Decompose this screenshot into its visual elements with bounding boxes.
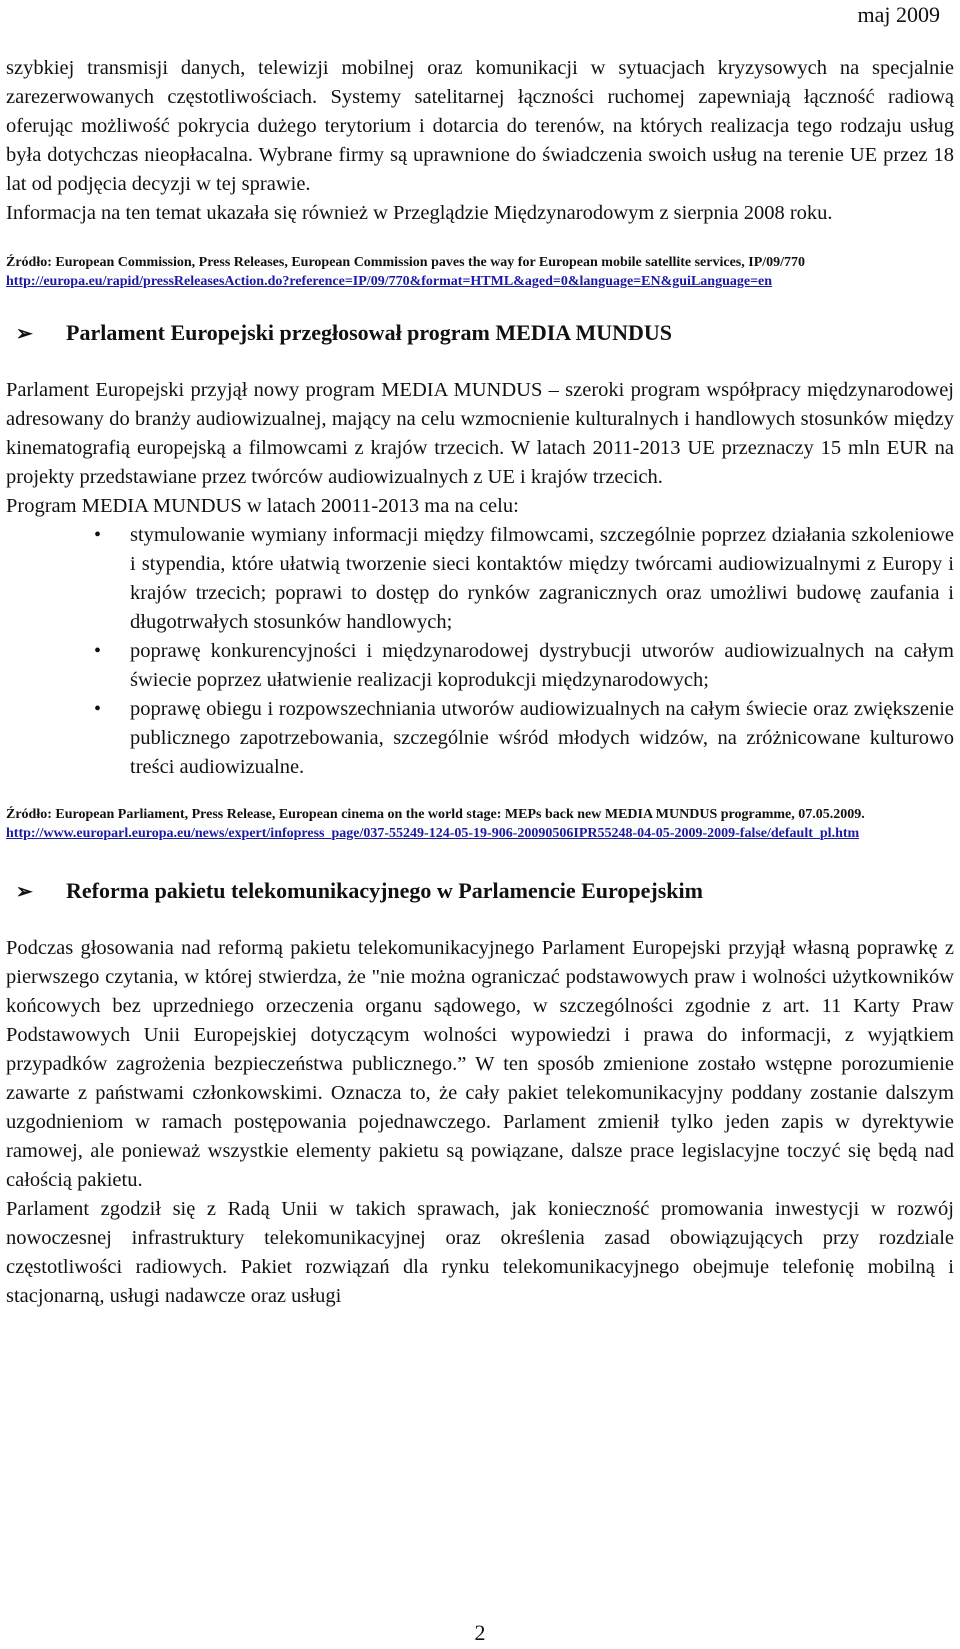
telecom-paragraph-1: Podczas głosowania nad reformą pakietu telekomunikacyjnego Parlament Europejski przyjął własną poprawkę z pierwszego czytania, w której stwierdza, że "nie można ograniczać podstawowych praw i wolności użytkowników końcowych bez uprzedniego orzeczenia organu sądowego, w szczególności zgodnie z art. 11 Karty Praw Podstawowych Unii Europejskiej dotyczącym wolności wypowiedzi i prawa do informacji, z wyjątkiem przypadków zagrożenia bezpieczeństwa publicznego.” W ten sposób zmienione zostało wstępne porozumienie zawarte z państwami członkowskimi. Oznacza to, że cały pakiet telekomunikacyjny poddany zostanie dalszym uzgodnieniom w ramach postępowania pojednawczego. Parlament zmienił tylko jeden zapis w dyrektywie ramowej, ale ponieważ wszystkie elementy pakietu są powiązane, dalsze prace legislacyjne toczyć się będą nad całością pakietu. — [6, 937, 954, 1191]
list-item — [6, 637, 954, 695]
intro-paragraph: szybkiej transmisji danych, telewizji mobilnej oraz komunikacji w sytuacjach kryzysowych na specjalnie zarezerwowanych częstotliwościach. Systemy satelitarnej łączności ruchomej zapewniają łączność radiową oferując możliwość pokrycia dużego terytorium i dotarcia do terenów, na których realizacja tego rodzaju usług była dotychczas nieopłacalna. Wybrane firmy są uprawnione do świadczenia swoich usług na terenie UE przez 18 lat od podjęcia decyzji w tej sprawie. — [6, 57, 954, 195]
section-heading-media-mundus — [6, 319, 954, 348]
page-content — [6, 54, 954, 1311]
page-number: 2 — [474, 1620, 486, 1645]
section-title: Reforma pakietu telekomunikacyjnego w Parlamencie Europejskim — [66, 878, 703, 903]
media-mundus-source: Źródło: European Parliament, Press Release, European cinema on the world stage: MEPs back new MEDIA MUNDUS programme, 07.05.2009. — [6, 807, 865, 822]
intro-note: Informacja na ten temat ukazała się również w Przeglądzie Międzynarodowym z sierpnia 2008 roku. — [6, 202, 833, 224]
section-title: Parlament Europejski przegłosował program MEDIA MUNDUS — [66, 320, 672, 345]
list-item — [6, 695, 954, 782]
arrow-bullet-icon: ➢ — [16, 881, 33, 903]
list-item — [6, 521, 954, 637]
list-item-text: poprawę konkurencyjności i międzynarodowej dystrybucji utworów audiowizualnych na całym świecie poprzez ułatwienie realizacji koprodukcji międzynarodowych; — [130, 640, 954, 691]
media-mundus-goals-intro: Program MEDIA MUNDUS w latach 20011-2013 ma na celu: — [6, 495, 519, 517]
arrow-bullet-icon: ➢ — [16, 323, 33, 345]
goals-list — [6, 521, 954, 782]
header-date: maj 2009 — [857, 2, 940, 27]
media-mundus-source-link[interactable]: http://www.europarl.europa.eu/news/expert/infopress_page/037-55249-124-05-19-906-20090506IPR55248-04-05-2009-2009-false/default_pl.htm — [6, 826, 860, 841]
bullet-dot-icon: • — [94, 640, 102, 662]
list-item-text: poprawę obiegu i rozpowszechniania utworów audiowizualnych na całym świecie oraz zwiększenie publicznego zapotrzebowania, szczególnie wśród młodych widzów, na zróżnicowane kulturowo treści audiowizualne. — [130, 698, 954, 778]
intro-source-link[interactable]: http://europa.eu/rapid/pressReleasesAction.do?reference=IP/09/770&format=HTML&aged=0&language=EN&guiLanguage=en — [6, 274, 773, 289]
bullet-dot-icon: • — [94, 524, 102, 546]
section-heading-telecom-reform — [6, 877, 954, 906]
media-mundus-paragraph: Parlament Europejski przyjął nowy program MEDIA MUNDUS – szeroki program współpracy międzynarodowej adresowany do branży audiowizualnej, mający na celu wzmocnienie kulturalnych i handlowych stosunków między kinematografią europejską a filmowcami z krajów trzecich. W latach 2011-2013 UE przeznaczy 15 mln EUR na projekty przedstawiane przez twórców audiowizualnych z UE i krajów trzecich. — [6, 379, 954, 488]
telecom-paragraph-2: Parlament zgodził się z Radą Unii w takich sprawach, jak konieczność promowania inwestycji w rozwój nowoczesnej infrastruktury telekomunikacyjnej oraz określenia zasad obowiązujących przy rozdziale częstotliwości radiowych. Pakiet rozwiązań dla rynku telekomunikacyjnego obejmuje telefonię mobilną i stacjonarną, usługi nadawcze oraz usługi — [6, 1198, 954, 1307]
list-item-text: stymulowanie wymiany informacji między filmowcami, szczególnie poprzez działania szkoleniowe i stypendia, które ułatwią tworzenie sieci kontaktów między twórcami audiowizualnymi z Europy i krajów trzecich; poprawi to dostęp do rynków zagranicznych oraz umożliwi budowę zaufania i długotrwałych stosunków handlowych; — [130, 524, 954, 633]
intro-source: Źródło: European Commission, Press Releases, European Commission paves the way for European mobile satellite services, IP/09/770 — [6, 255, 806, 270]
bullet-dot-icon: • — [94, 698, 102, 720]
